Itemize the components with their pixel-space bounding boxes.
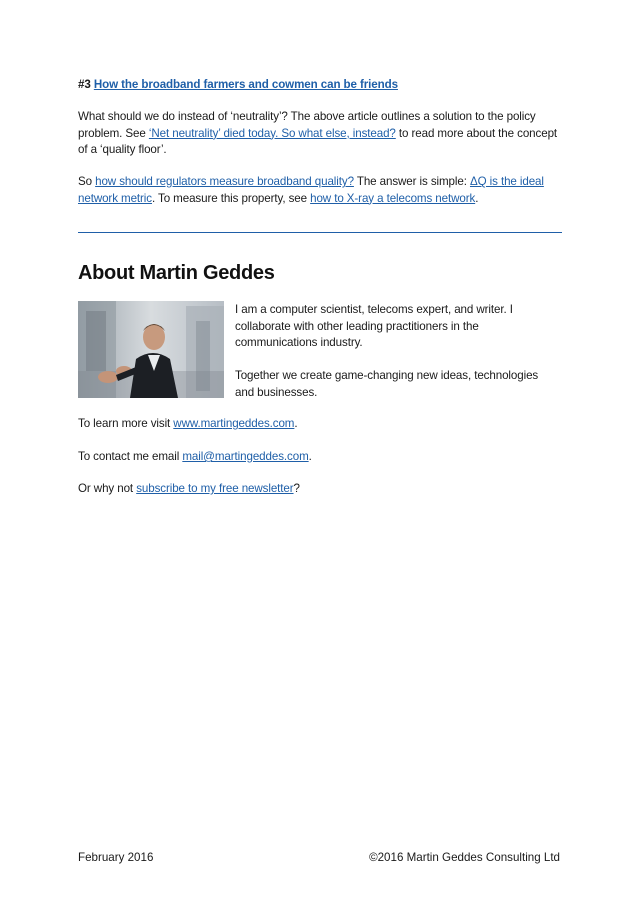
bio-paragraph-1: I am a computer scientist, telecoms expert, and writer. I collaborate with other leading practitioners in the communications industry. — [235, 303, 513, 349]
para2-text-3: . To measure this property, see — [151, 191, 311, 205]
email-text: To contact me email — [78, 450, 183, 463]
para2-text-4: . — [475, 191, 479, 205]
para2-text-1: So — [78, 175, 96, 188]
email-end: . — [308, 450, 312, 463]
visit-text: To learn more visit — [78, 417, 174, 430]
email-line — [78, 449, 312, 466]
bio-paragraph-2: Together we create game-changing new ideas, technologies and businesses. — [235, 369, 539, 399]
subscribe-text: Or why not — [78, 482, 137, 495]
para1-text-1: What should we do instead of ‘neutrality’? The above article outlines a solution to the policy problem. See — [78, 110, 536, 140]
subscribe-link[interactable]: subscribe to my free newsletter — [136, 482, 294, 495]
item-number: #3 — [78, 78, 91, 91]
visit-end: . — [294, 417, 298, 430]
net-neutrality-link[interactable]: ‘Net neutrality’ died today. So what else, instead? — [148, 126, 396, 140]
footer-date: February 2016 — [78, 851, 154, 864]
author-photo — [78, 301, 224, 398]
subscribe-line — [78, 481, 300, 498]
section-divider — [78, 232, 562, 233]
delta-q-link[interactable]: ΔQ is the ideal network metric — [78, 175, 544, 205]
xray-network-link[interactable]: how to X-ray a telecoms network — [310, 191, 476, 205]
paragraph-measure — [78, 174, 562, 207]
email-link[interactable]: mail@martingeddes.com — [182, 450, 309, 463]
visit-line — [78, 416, 298, 433]
subscribe-end: ? — [293, 482, 300, 495]
para1-text-2: to read more about the concept of a ‘quality floor’. — [78, 126, 558, 156]
item-3 — [78, 77, 398, 94]
broadband-quality-link[interactable]: how should regulators measure broadband quality? — [95, 175, 354, 188]
footer-copyright: ©2016 Martin Geddes Consulting Ltd — [369, 851, 560, 864]
about-heading: About Martin Geddes — [78, 262, 275, 284]
website-link[interactable]: www.martingeddes.com — [173, 417, 295, 430]
item-3-link[interactable]: How the broadband farmers and cowmen can be friends — [93, 78, 398, 91]
paragraph-quality-floor — [78, 109, 562, 159]
para2-text-2: The answer is simple: — [353, 175, 470, 188]
